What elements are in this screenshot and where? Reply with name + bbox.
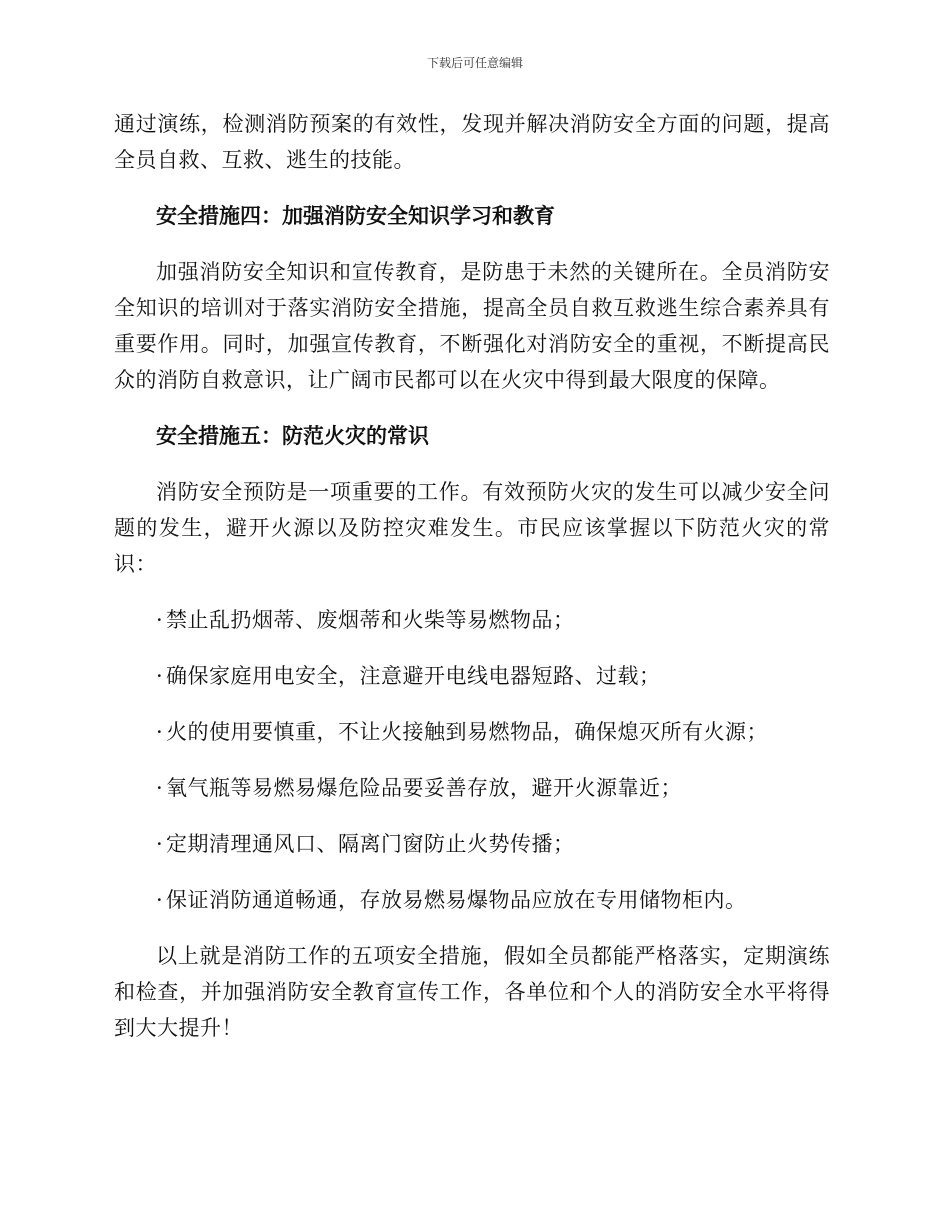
list-item: · 确保家庭用电安全，注意避开电线电器短路、过载； (156, 658, 830, 694)
bullet-icon: · (156, 888, 164, 912)
paragraph-conclusion: 以上就是消防工作的五项安全措施，假如全员都能严格落实，定期演练和检查，并加强消防安全教育宣传工作，各单位和个人的消防安全水平将得到大大提升！ (114, 944, 830, 1040)
bullet-icon: · (156, 608, 164, 632)
heading-measure-five: 安全措施五：防范火灾的常识 (156, 423, 429, 448)
bullet-icon: · (156, 720, 164, 744)
list-item: · 氧气瓶等易燃易爆危险品要妥善存放，避开火源靠近； (156, 770, 830, 806)
document-body (114, 106, 830, 1066)
paragraph-drill: 通过演练，检测消防预案的有效性，发现并解决消防安全方面的问题，提高全员自救、互救、逃生的技能。 (114, 112, 830, 172)
list-item: · 火的使用要慎重，不让火接触到易燃物品，确保熄灭所有火源； (156, 714, 830, 750)
paragraph-prevention: 消防安全预防是一项重要的工作。有效预防火灾的发生可以减少安全问题的发生，避开火源以及防控灾难发生。市民应该掌握以下防范火灾的常识： (114, 480, 830, 576)
list-item: · 禁止乱扔烟蒂、废烟蒂和火柴等易燃物品； (156, 602, 830, 638)
list-item: · 保证消防通道畅通，存放易燃易爆物品应放在专用储物柜内。 (156, 882, 830, 918)
page-header: 下载后可任意编辑 (426, 56, 523, 70)
paragraph-education: 加强消防安全知识和宣传教育，是防患于未然的关键所在。全员消防安全知识的培训对于落实消防安全措施，提高全员自救互救逃生综合素养具有重要作用。同时，加强宣传教育，不断强化对消防安全的重视，不断提高民众的消防自救意识，让广阔市民都可以在火灾中得到最大限度的保障。 (114, 260, 830, 392)
heading-measure-four: 安全措施四：加强消防安全知识学习和教育 (156, 203, 555, 228)
bullet-icon: · (156, 776, 164, 800)
list-item: · 定期清理通风口、隔离门窗防止火势传播； (156, 826, 830, 862)
prevention-list (156, 602, 830, 918)
bullet-icon: · (156, 664, 164, 688)
bullet-icon: · (156, 832, 164, 856)
